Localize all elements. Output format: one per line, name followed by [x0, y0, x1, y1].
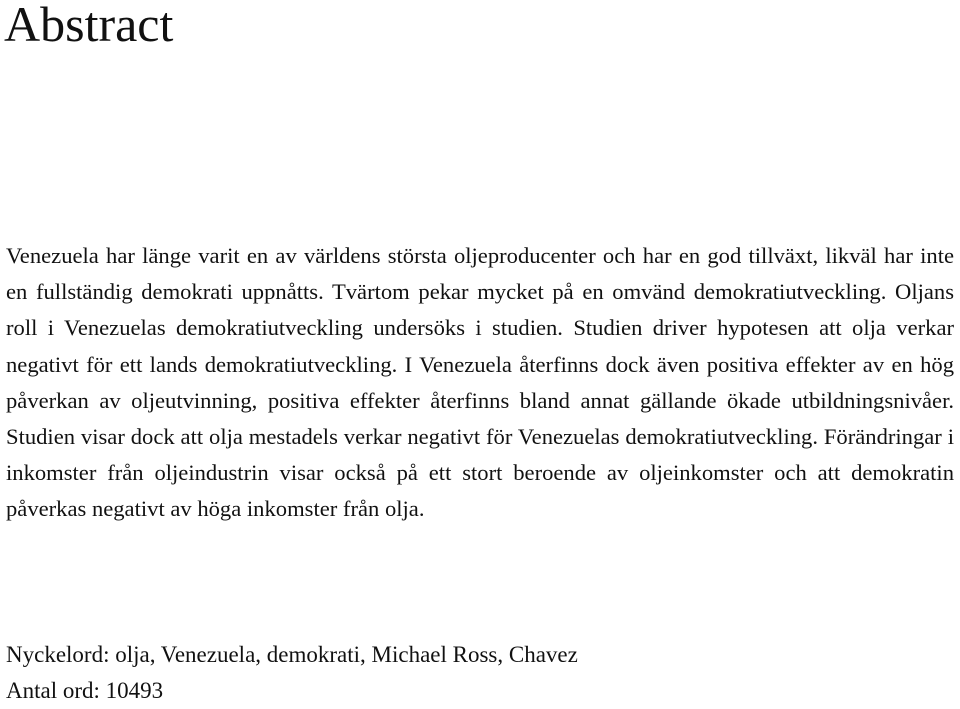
word-count-line — [6, 673, 954, 709]
document-metadata — [6, 637, 954, 709]
abstract-heading: Abstract — [4, 0, 174, 52]
keywords-label: Nyckelord: — [6, 642, 110, 667]
keywords-value: olja, Venezuela, demokrati, Michael Ross, Chavez — [115, 642, 578, 667]
keywords-line — [6, 637, 954, 673]
word-count-label: Antal ord: — [6, 678, 100, 703]
word-count-value: 10493 — [105, 678, 164, 703]
abstract-paragraph: Venezuela har länge varit en av världens största oljeproducenter och har en god tillväxt, likväl har inte en fullständig demokrati uppnåtts. Tvärtom pekar mycket på en omvänd demokratiutveckling. Oljans roll i Venezuelas demokratiutveckling undersöks i studien. Studien driver hypotesen att olja verkar negativt för ett lands demokratiutveckling. I Venezuela återfinns dock även positiva effekter av en hög påverkan av oljeutvinning, positiva effekter återfinns bland annat gällande ökade utbildningsnivåer. Studien visar dock att olja mestadels verkar negativt för Venezuelas demokratiutveckling. Förändringar i inkomster från oljeindustrin visar också på ett stort beroende av oljeinkomster och att demokratin påverkas negativt av höga inkomster från olja. — [6, 243, 954, 522]
